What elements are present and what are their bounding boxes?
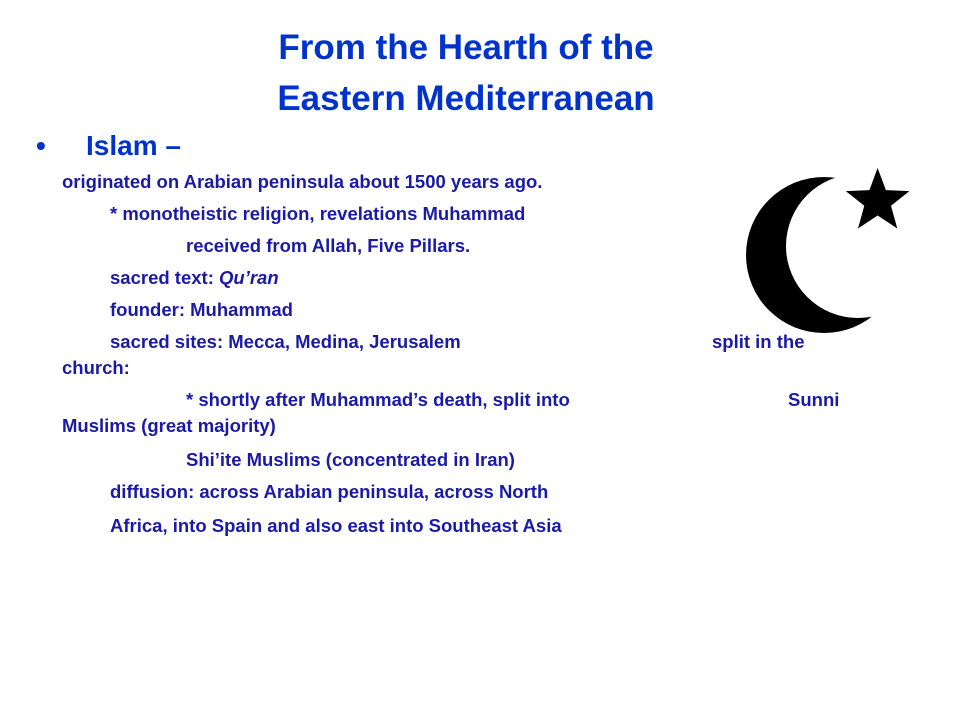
text-line-monotheistic: * monotheistic religion, revelations Muhammad [110,203,526,224]
text-line-sunni: Sunni [788,389,840,410]
text-line-split-into: * shortly after Muhammad’s death, split into [186,389,570,410]
text-line-sacred-sites: sacred sites: Mecca, Medina, Jerusalem [110,331,461,352]
bullet-heading-row [36,124,181,168]
text-line-sunni-majority: Muslims (great majority) [62,415,276,436]
title-line-2: Eastern Mediterranean [277,79,655,118]
text-line-split-start: split in the [712,331,805,352]
text-line-revelations: received from Allah, Five Pillars. [186,235,471,256]
text-line-church: church: [62,357,130,378]
sacred-text-value: Qu’ran [219,267,279,288]
bullet-icon: • [36,130,46,161]
slide-title [0,22,932,124]
text-line-diffusion-1: diffusion: across Arabian peninsula, across North [110,481,549,502]
sacred-text-label: sacred text: [110,267,219,288]
title-line-1: From the Hearth of the [278,28,654,67]
bullet-heading: Islam – [86,130,181,161]
star-and-crescent-icon [744,150,924,335]
text-line-shiite: Shi’ite Muslims (concentrated in Iran) [186,449,515,470]
text-line-founder: founder: Muhammad [110,299,293,320]
text-line-sacred-text [110,266,279,290]
text-line-origin: originated on Arabian peninsula about 1500 years ago. [62,171,543,192]
text-line-diffusion-2: Africa, into Spain and also east into Southeast Asia [110,515,562,536]
